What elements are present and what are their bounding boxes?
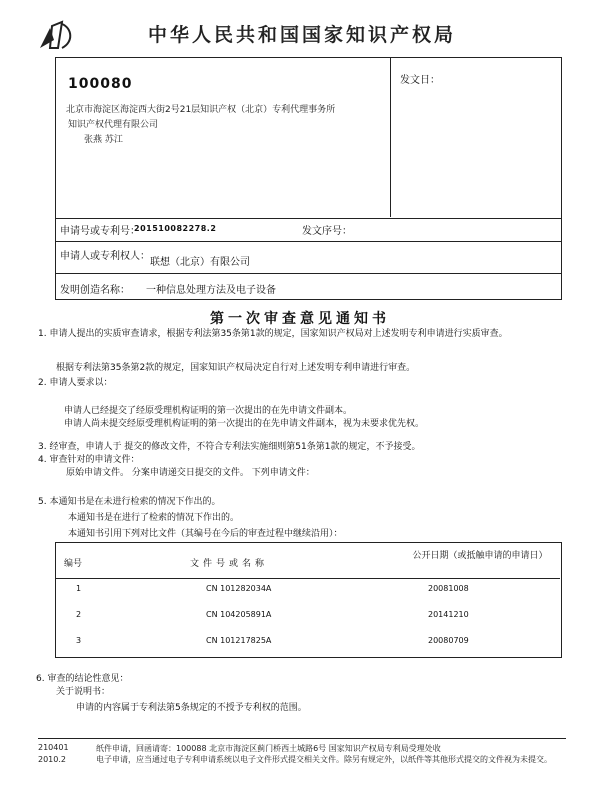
invention-row <box>55 273 562 300</box>
paragraph-1: 1. 申请人提出的实质审查请求，根据专利法第35条第1款的规定，国家知识产权局对上述发明专利申请进行实质审查。 <box>38 329 508 339</box>
table-header-divider <box>55 578 560 579</box>
address-frame-divider <box>390 57 391 217</box>
table-cell-date: 20080709 <box>428 636 469 645</box>
paragraph-2a: 申请人已经提交了经原受理机构证明的第一次提出的在先申请文件副本。 <box>64 406 353 416</box>
patent-office-logo <box>36 18 78 54</box>
paragraph-5b: 本通知书引用下列对比文件（其编号在今后的审查过程中继续沿用）： <box>68 529 343 539</box>
table-cell-number: 3 <box>76 636 82 645</box>
paragraph-3: 3. 经审查，申请人于 提交的修改文件，不符合专利法实施细则第51条第1款的规定，不予接受。 <box>38 442 421 452</box>
applicant-name: 联想（北京）有限公司 <box>150 257 250 268</box>
office-title: 中华人民共和国国家知识产权局 <box>148 24 457 46</box>
footer-mail-instructions: 纸件申请，回函请寄：100088 北京市海淀区蓟门桥西土城路6号 国家知识产权局专利局受理处收 <box>96 744 441 753</box>
table-cell-document: CN 101282034A <box>206 584 272 593</box>
sent-date-label: 发文日： <box>400 75 440 86</box>
table-cell-date: 20141210 <box>428 610 469 619</box>
form-year: 2010.2 <box>38 755 66 764</box>
send-serial-label: 发文序号： <box>302 226 352 237</box>
footer-electronic-instructions: 电子申请，应当通过电子专利申请系统以电子文件形式提交相关文件。除另有规定外，以纸件等其他形式提交的文件视为未提交。 <box>96 755 552 764</box>
application-number: 201510082278.2 <box>134 224 217 233</box>
application-number-label: 申请号或专利号： <box>60 226 140 237</box>
form-code: 210401 <box>38 743 69 752</box>
table-header-document: 文件号或名称 <box>190 559 269 569</box>
table-cell-number: 2 <box>76 610 82 619</box>
paragraph-1b: 根据专利法第35条第2款的规定，国家知识产权局决定自行对上述发明专利申请进行审查。 <box>56 363 416 373</box>
table-cell-number: 1 <box>76 584 82 593</box>
paragraph-2: 2. 申请人要求以： <box>38 378 113 388</box>
invention-name: 一种信息处理方法及电子设备 <box>146 285 276 296</box>
table-header-date: 公开日期（或抵触申请的申请日） <box>412 551 548 561</box>
conclusion-sub: 关于说明书： <box>56 687 111 697</box>
conclusion-heading: 6. 审查的结论性意见： <box>36 674 129 684</box>
paragraph-4: 4. 审查针对的申请文件： <box>38 455 140 465</box>
postal-code: 100080 <box>68 76 133 92</box>
table-cell-document: CN 104205891A <box>206 610 272 619</box>
table-cell-date: 20081008 <box>428 584 469 593</box>
invention-label: 发明创造名称： <box>60 285 130 296</box>
applicant-label: 申请人或专利权人： <box>60 251 150 262</box>
table-cell-document: CN 101217825A <box>206 636 272 645</box>
table-header-number: 编号 <box>64 559 83 569</box>
address-line: 北京市海淀区海淀西大街2号21层知识产权（北京）专利代理事务所 <box>66 105 336 115</box>
paragraph-5a: 本通知书是在进行了检索的情况下作出的。 <box>68 513 240 523</box>
address-line: 知识产权代理有限公司 <box>68 120 159 130</box>
notice-title: 第一次审查意见通知书 <box>210 311 390 327</box>
conclusion-text: 申请的内容属于专利法第5条规定的不授予专利权的范围。 <box>76 703 307 713</box>
paragraph-5: 5. 本通知书是在未进行检索的情况下作出的。 <box>38 497 221 507</box>
footer-rule <box>38 738 566 739</box>
address-line: 张燕 苏江 <box>84 135 123 145</box>
paragraph-2b: 申请人尚未提交经原受理机构证明的第一次提出的在先申请文件副本，视为未要求优先权。 <box>64 419 425 429</box>
paragraph-4a: 原始申请文件。 分案申请递交日提交的文件。 下列申请文件： <box>66 468 315 478</box>
